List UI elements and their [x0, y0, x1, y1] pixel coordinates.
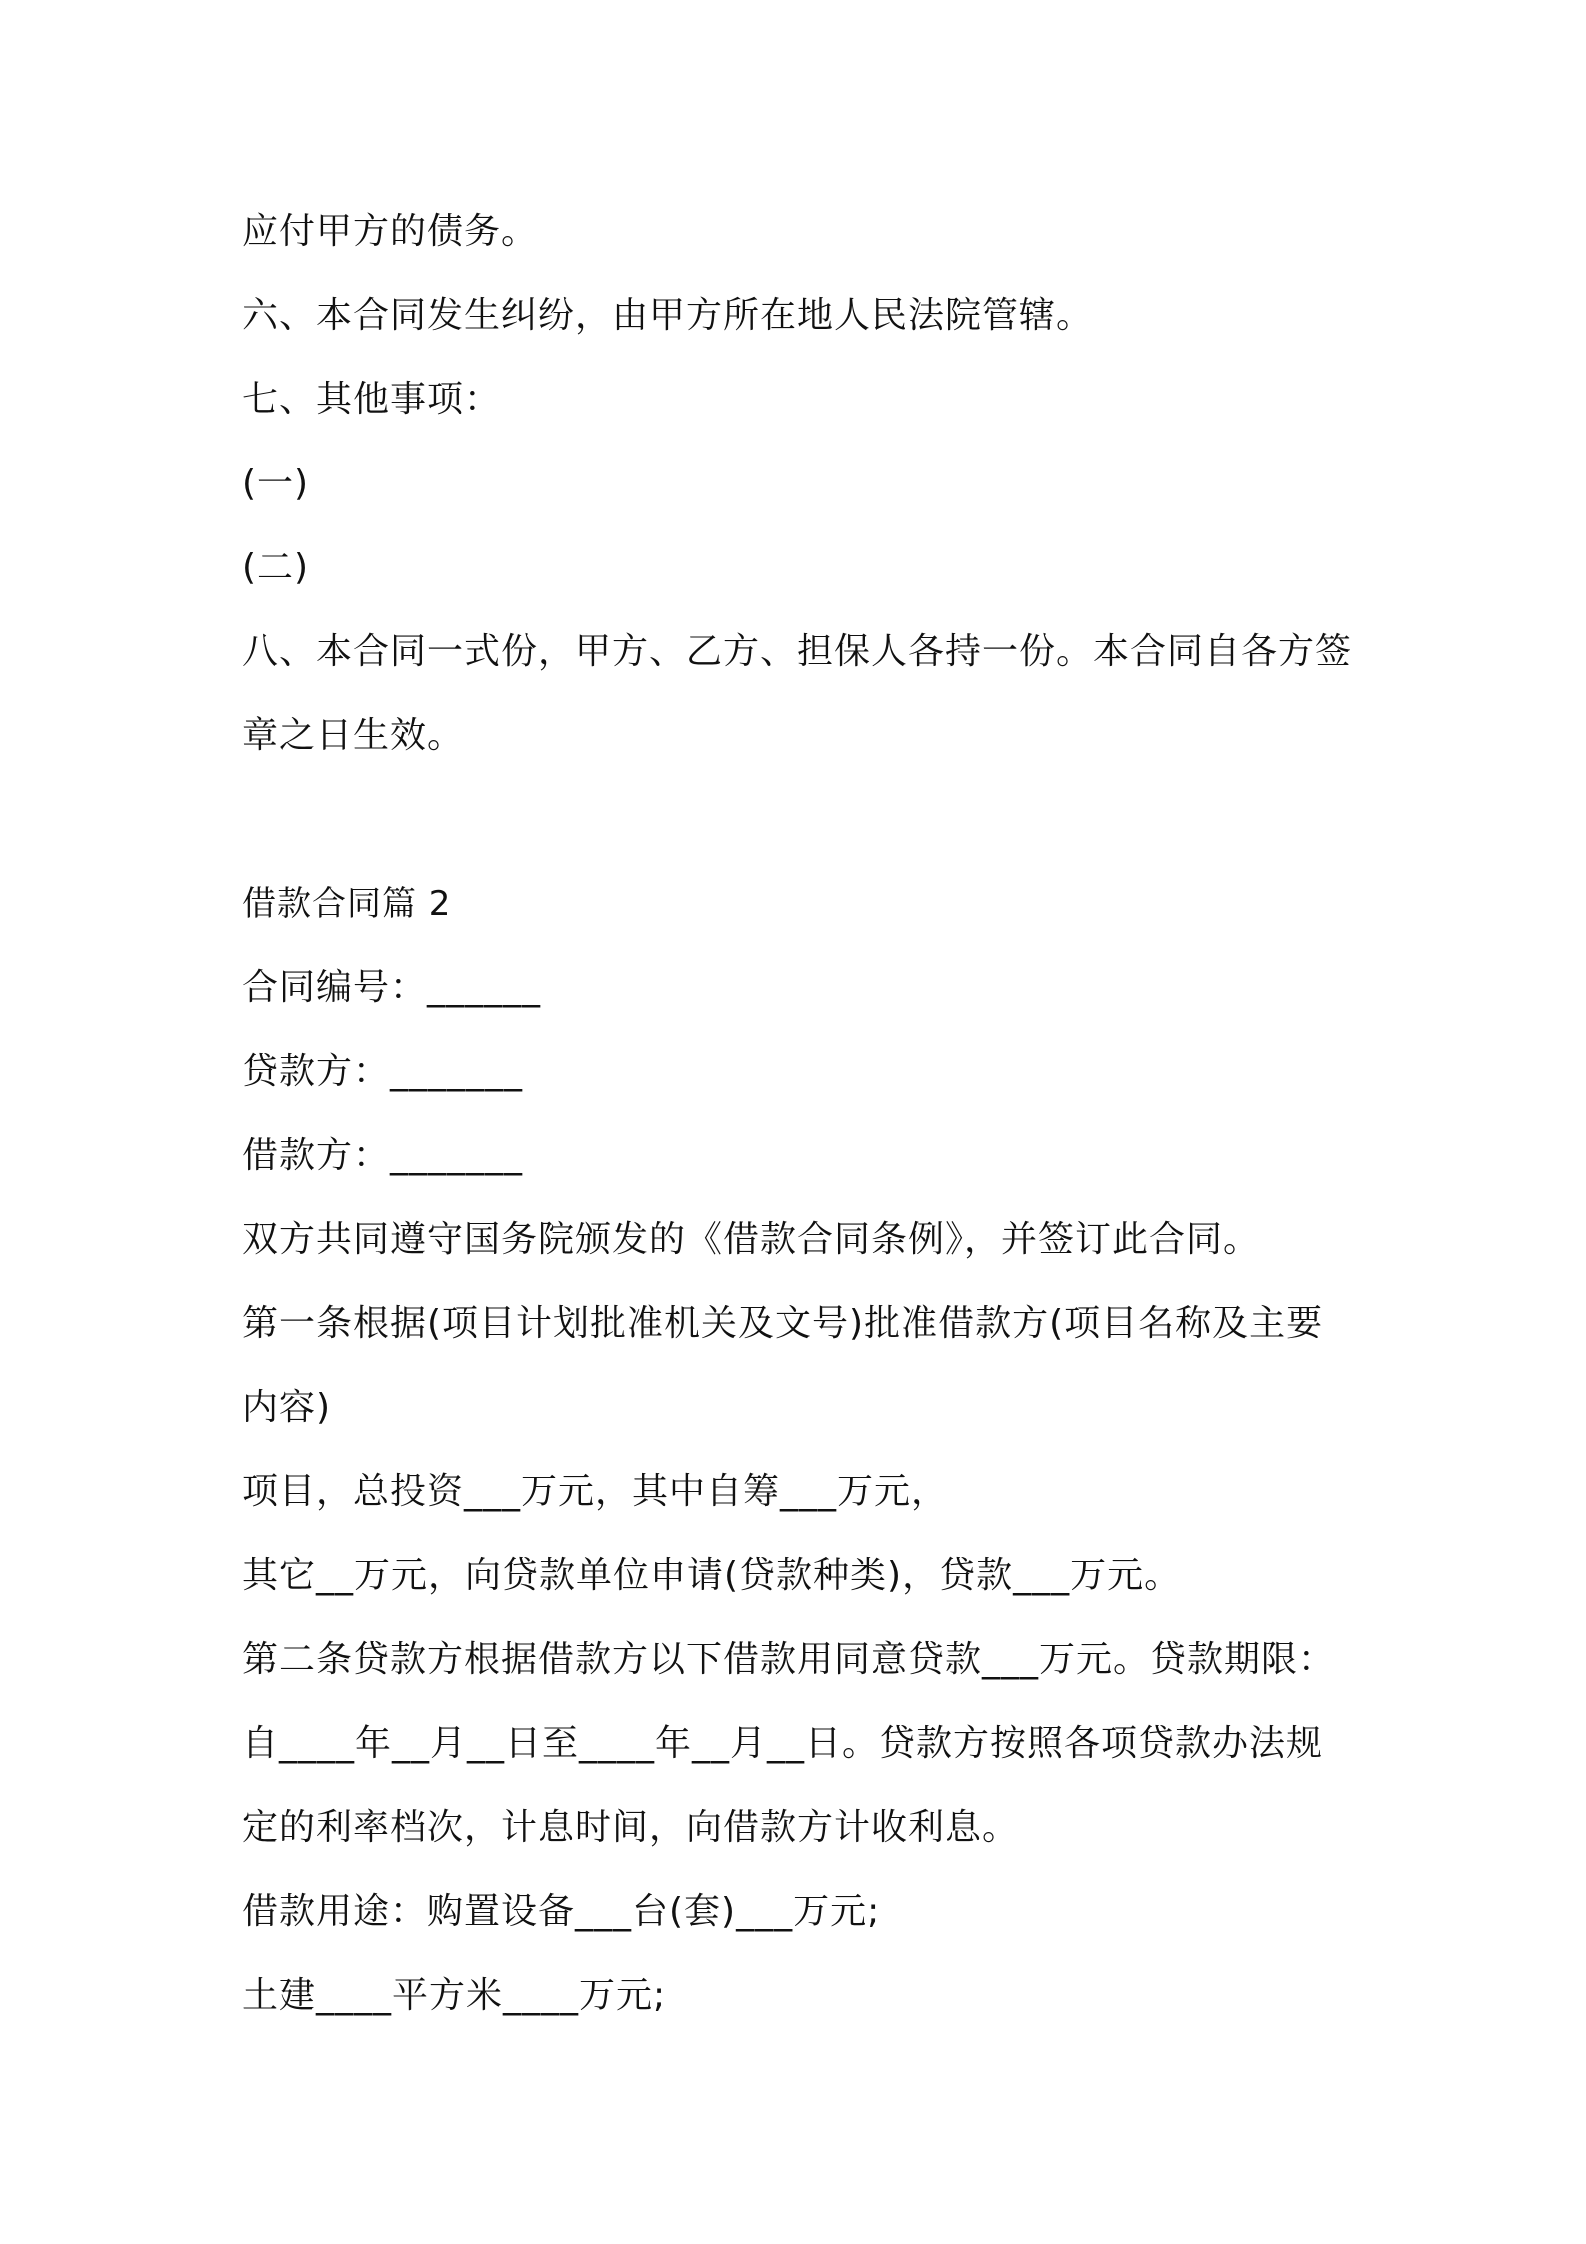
text-line: 定的利率档次，计息时间，向借款方计收利息。: [242, 1807, 1020, 1848]
text-line: 应付甲方的债务。: [242, 211, 539, 252]
text-line: 八、本合同一式份，甲方、乙方、担保人各持一份。本合同自各方签: [242, 631, 1353, 672]
text-line: 六、本合同发生纠纷，由甲方所在地人民法院管辖。: [242, 295, 1094, 336]
section-title: 借款合同篇 2: [242, 884, 452, 924]
text-line: (二): [242, 547, 310, 588]
text-line: 土建____平方米____万元;: [242, 1975, 667, 2016]
text-line: 合同编号：______: [242, 967, 542, 1008]
text-line: 项目，总投资___万元，其中自筹___万元，: [242, 1471, 949, 1512]
document-body: [242, 190, 1362, 2038]
text-line: 借款方：_______: [242, 1135, 524, 1176]
section-spacer: [242, 778, 1362, 862]
text-line: 借款用途：购置设备___台(套)___万元;: [242, 1891, 881, 1932]
text-line: 内容): [242, 1387, 332, 1428]
text-line: 其它__万元，向贷款单位申请(贷款种类)，贷款___万元。: [242, 1555, 1182, 1596]
text-line: 七、其他事项：: [242, 379, 502, 420]
text-line: 章之日生效。: [242, 715, 465, 756]
text-line: 第一条根据(项目计划批准机关及文号)批准借款方(项目名称及主要: [242, 1303, 1324, 1344]
text-line: 双方共同遵守国务院颁发的《借款合同条例》，并签订此合同。: [242, 1219, 1261, 1260]
text-line: 贷款方：_______: [242, 1051, 524, 1092]
text-line: 自____年__月__日至____年__月__日。贷款方按照各项贷款办法规: [242, 1723, 1324, 1764]
text-line: 第二条贷款方根据借款方以下借款用同意贷款___万元。贷款期限：: [242, 1639, 1336, 1680]
text-line: (一): [242, 463, 310, 504]
